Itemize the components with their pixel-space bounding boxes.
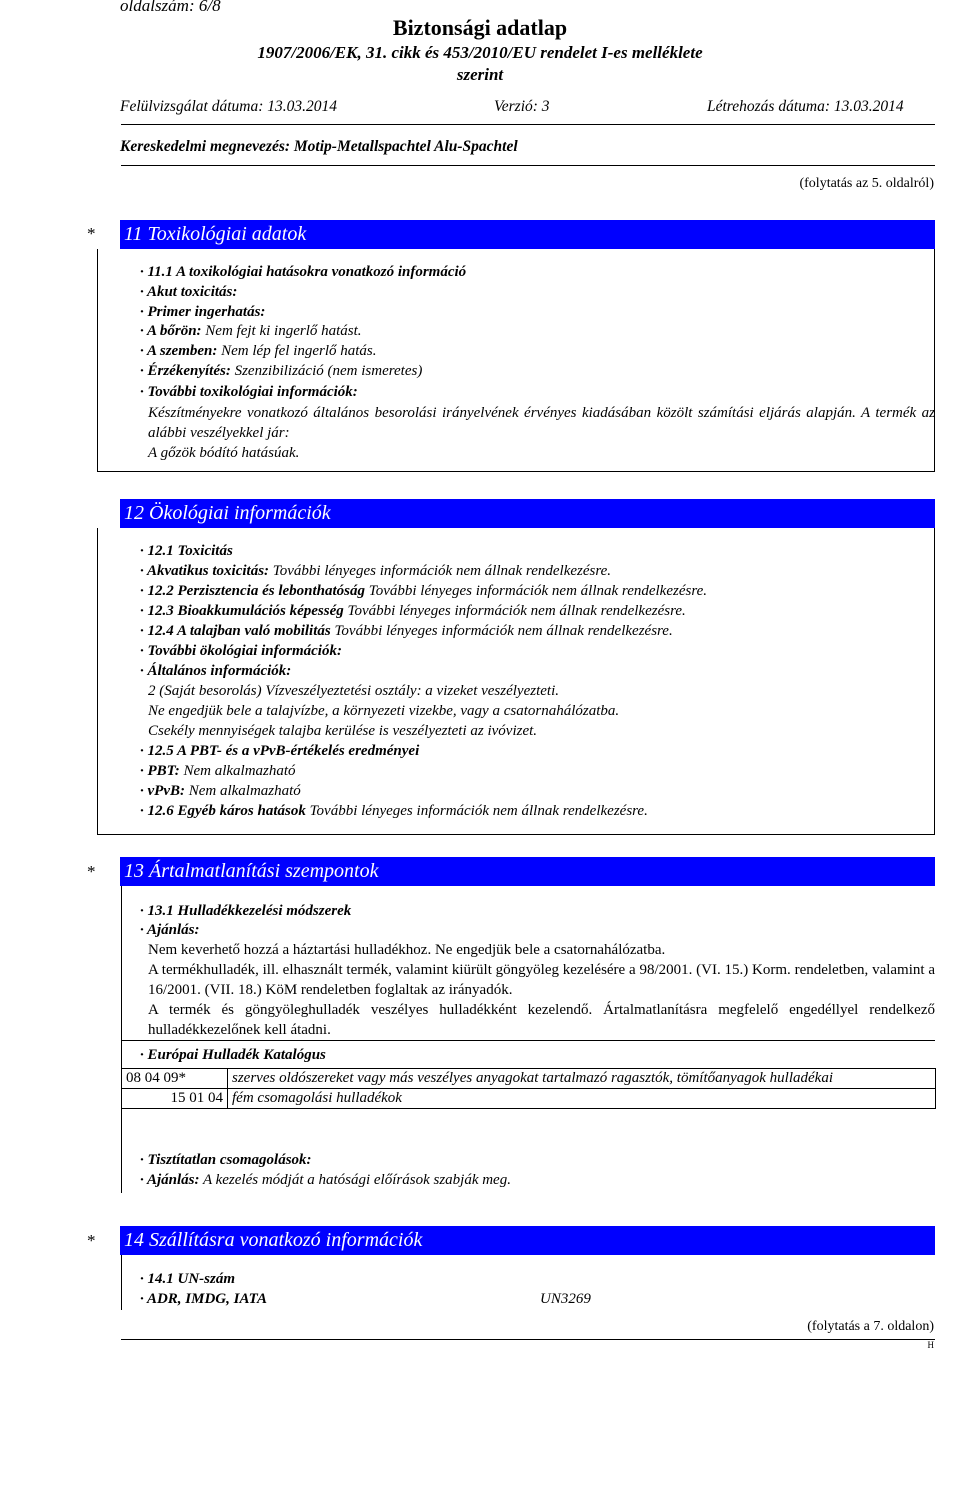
s13-divider [121, 1040, 935, 1041]
section14-title-bar: 14 Szállításra vonatkozó információk [120, 1226, 935, 1255]
page-number: oldalszám: 6/8 [120, 0, 221, 15]
label: · vPvB: [140, 783, 185, 799]
label: · 12.4 A talajban való mobilitás [140, 623, 331, 639]
document-title: Biztonsági adatlap [392, 15, 568, 40]
section14-change-marker: * [87, 1231, 96, 1250]
value: Nem lép fel ingerlő hatás. [217, 343, 377, 359]
s13-paragraph-1: Nem keverhető hozzá a háztartási hulladékhoz. Ne engedjük bele a csatornahálózatba. [148, 942, 666, 958]
label: · 12.3 Bioakkumulációs képesség [140, 603, 344, 619]
s13-line-3: · Európai Hulladék Katalógus [140, 1047, 326, 1063]
s11-line-6 [140, 361, 422, 381]
section12-title-bar: 12 Ökológiai információk [120, 499, 935, 528]
s13-paragraph-3: A termék és göngyöleghulladék veszélyes hulladékként kezelendő. Ártalmatlanításra megfelelő engedéllyel rendelkező hulladékkezelőnek kell átadni. [148, 1002, 935, 1038]
s12-line-4 [140, 601, 686, 621]
value: Nem fejt ki ingerlő hatást. [201, 323, 362, 339]
footer-mark: H [927, 1340, 934, 1350]
continued-from: (folytatás az 5. oldalról) [799, 176, 934, 191]
trade-name: Kereskedelmi megnevezés: Motip-Metallspachtel Alu-Spachtel [120, 138, 518, 155]
s12-line-5 [140, 621, 673, 641]
value: Nem alkalmazható [179, 763, 296, 779]
s12-line-6: · További ökológiai információk: [140, 643, 342, 659]
s12-paragraph-1: 2 (Saját besorolás) Vízveszélyeztetési osztály: a vizeket veszélyezteti. [148, 683, 559, 699]
label: · 12.2 Perzisztencia és lebonthatóság [140, 583, 366, 599]
header-divider [121, 124, 935, 125]
s12-line-9 [140, 761, 296, 781]
s12-line-10 [140, 781, 301, 801]
s13-line-5 [140, 1170, 511, 1190]
label: · Érzékenyítés: [140, 363, 231, 379]
s13-paragraph-2: A termékhulladék, ill. elhasznált termék, valamint kiürült göngyöleg kezelésére a 98/2001. (VI. 15.) Korm. rendeletben, valamint a 16/2001. (VII. 18.) KöM rendeletben foglaltak az irányadók. [148, 962, 935, 998]
s13-line-4: · Tisztítatlan csomagolások: [140, 1152, 312, 1168]
created-date: Létrehozás dátuma: 13.03.2014 [707, 98, 904, 115]
label: · PBT: [140, 763, 180, 779]
label: · Ajánlás: [140, 1172, 200, 1188]
section11-change-marker: * [87, 224, 96, 243]
s12-line-2 [140, 561, 611, 581]
s12-line-1: · 12.1 Toxicitás [140, 543, 233, 559]
s12-paragraph-2: Ne engedjük bele a talajvízbe, a környezeti vizekbe, vagy a csatornahálózatba. [148, 703, 620, 719]
s12-paragraph-3: Csekély mennyiségek talajba kerülése is veszélyezteti az ivóvizet. [148, 723, 538, 739]
label: · 12.6 Egyéb káros hatások [140, 803, 306, 819]
s13-line-1: · 13.1 Hulladékkezelési módszerek [140, 903, 352, 919]
label: · A bőrön: [140, 323, 202, 339]
s11-line-2: · Akut toxicitás: [140, 284, 238, 300]
waste-description: szerves oldószereket vagy más veszélyes anyagokat tartalmazó ragasztók, tömítőanyagok hulladékai [228, 1069, 936, 1089]
revision-date: Felülvizsgálat dátuma: 13.03.2014 [120, 98, 337, 115]
section14-left-rule [121, 1255, 122, 1310]
section13-change-marker: * [87, 862, 96, 881]
s13-line-2: · Ajánlás: [140, 922, 200, 938]
continued-to: (folytatás a 7. oldalon) [807, 1319, 934, 1334]
label: · Akvatikus toxicitás: [140, 563, 270, 579]
value: További lényeges információk nem állnak rendelkezésre. [305, 803, 648, 819]
section13-title-bar: 13 Ártalmatlanítási szempontok [120, 857, 935, 886]
regulation-line: 1907/2006/EK, 31. cikk és 453/2010/EU rendelet I-es melléklete [257, 43, 703, 62]
s11-line-3: · Primer ingerhatás: [140, 304, 266, 320]
s11-line-4 [140, 321, 362, 341]
s11-line-1: · 11.1 A toxikológiai hatásokra vonatkozó információ [140, 264, 467, 280]
according-to: szerint [456, 65, 504, 84]
waste-code: 15 01 04 [122, 1089, 228, 1109]
table-row [122, 1089, 936, 1109]
value: A kezelés módját a hatósági előírások szabják meg. [199, 1172, 511, 1188]
footer-divider [121, 1339, 935, 1340]
trade-name-divider [121, 165, 935, 166]
value: Szenzibilizáció (nem ismeretes) [230, 363, 423, 379]
waste-code: 08 04 09* [122, 1069, 228, 1089]
value: További lényeges információk nem állnak rendelkezésre. [343, 603, 686, 619]
s11-line-7: · További toxikológiai információk: [140, 384, 358, 400]
s14-line-2-label: · ADR, IMDG, IATA [140, 1291, 267, 1307]
s12-line-8: · 12.5 A PBT- és a vPvB-értékelés eredményei [140, 743, 420, 759]
s14-line-1: · 14.1 UN-szám [140, 1271, 236, 1287]
value: További lényeges információk nem állnak rendelkezésre. [269, 563, 612, 579]
s12-line-11 [140, 801, 648, 821]
value: Nem alkalmazható [184, 783, 301, 799]
waste-catalogue-table [121, 1068, 936, 1109]
s12-line-3 [140, 581, 707, 601]
s11-paragraph-2: A gőzök bódító hatásúak. [148, 445, 300, 461]
version: Verzió: 3 [494, 98, 550, 115]
waste-description: fém csomagolási hulladékok [228, 1089, 936, 1109]
s12-line-7: · Általános információk: [140, 663, 292, 679]
s14-line-2-value: UN3269 [540, 1291, 591, 1307]
label: · A szemben: [140, 343, 218, 359]
table-row [122, 1069, 936, 1089]
s11-paragraph-1: Készítményekre vonatkozó általános besorolási irányelvének érvényes kiadásában közölt számítási eljárás alapján. A termék az alábbi veszélyekkel jár: [148, 405, 935, 441]
value: További lényeges információk nem állnak rendelkezésre. [365, 583, 708, 599]
value: További lényeges információk nem állnak rendelkezésre. [330, 623, 673, 639]
s11-line-5 [140, 341, 377, 361]
section11-title-bar: 11 Toxikológiai adatok [120, 220, 935, 249]
